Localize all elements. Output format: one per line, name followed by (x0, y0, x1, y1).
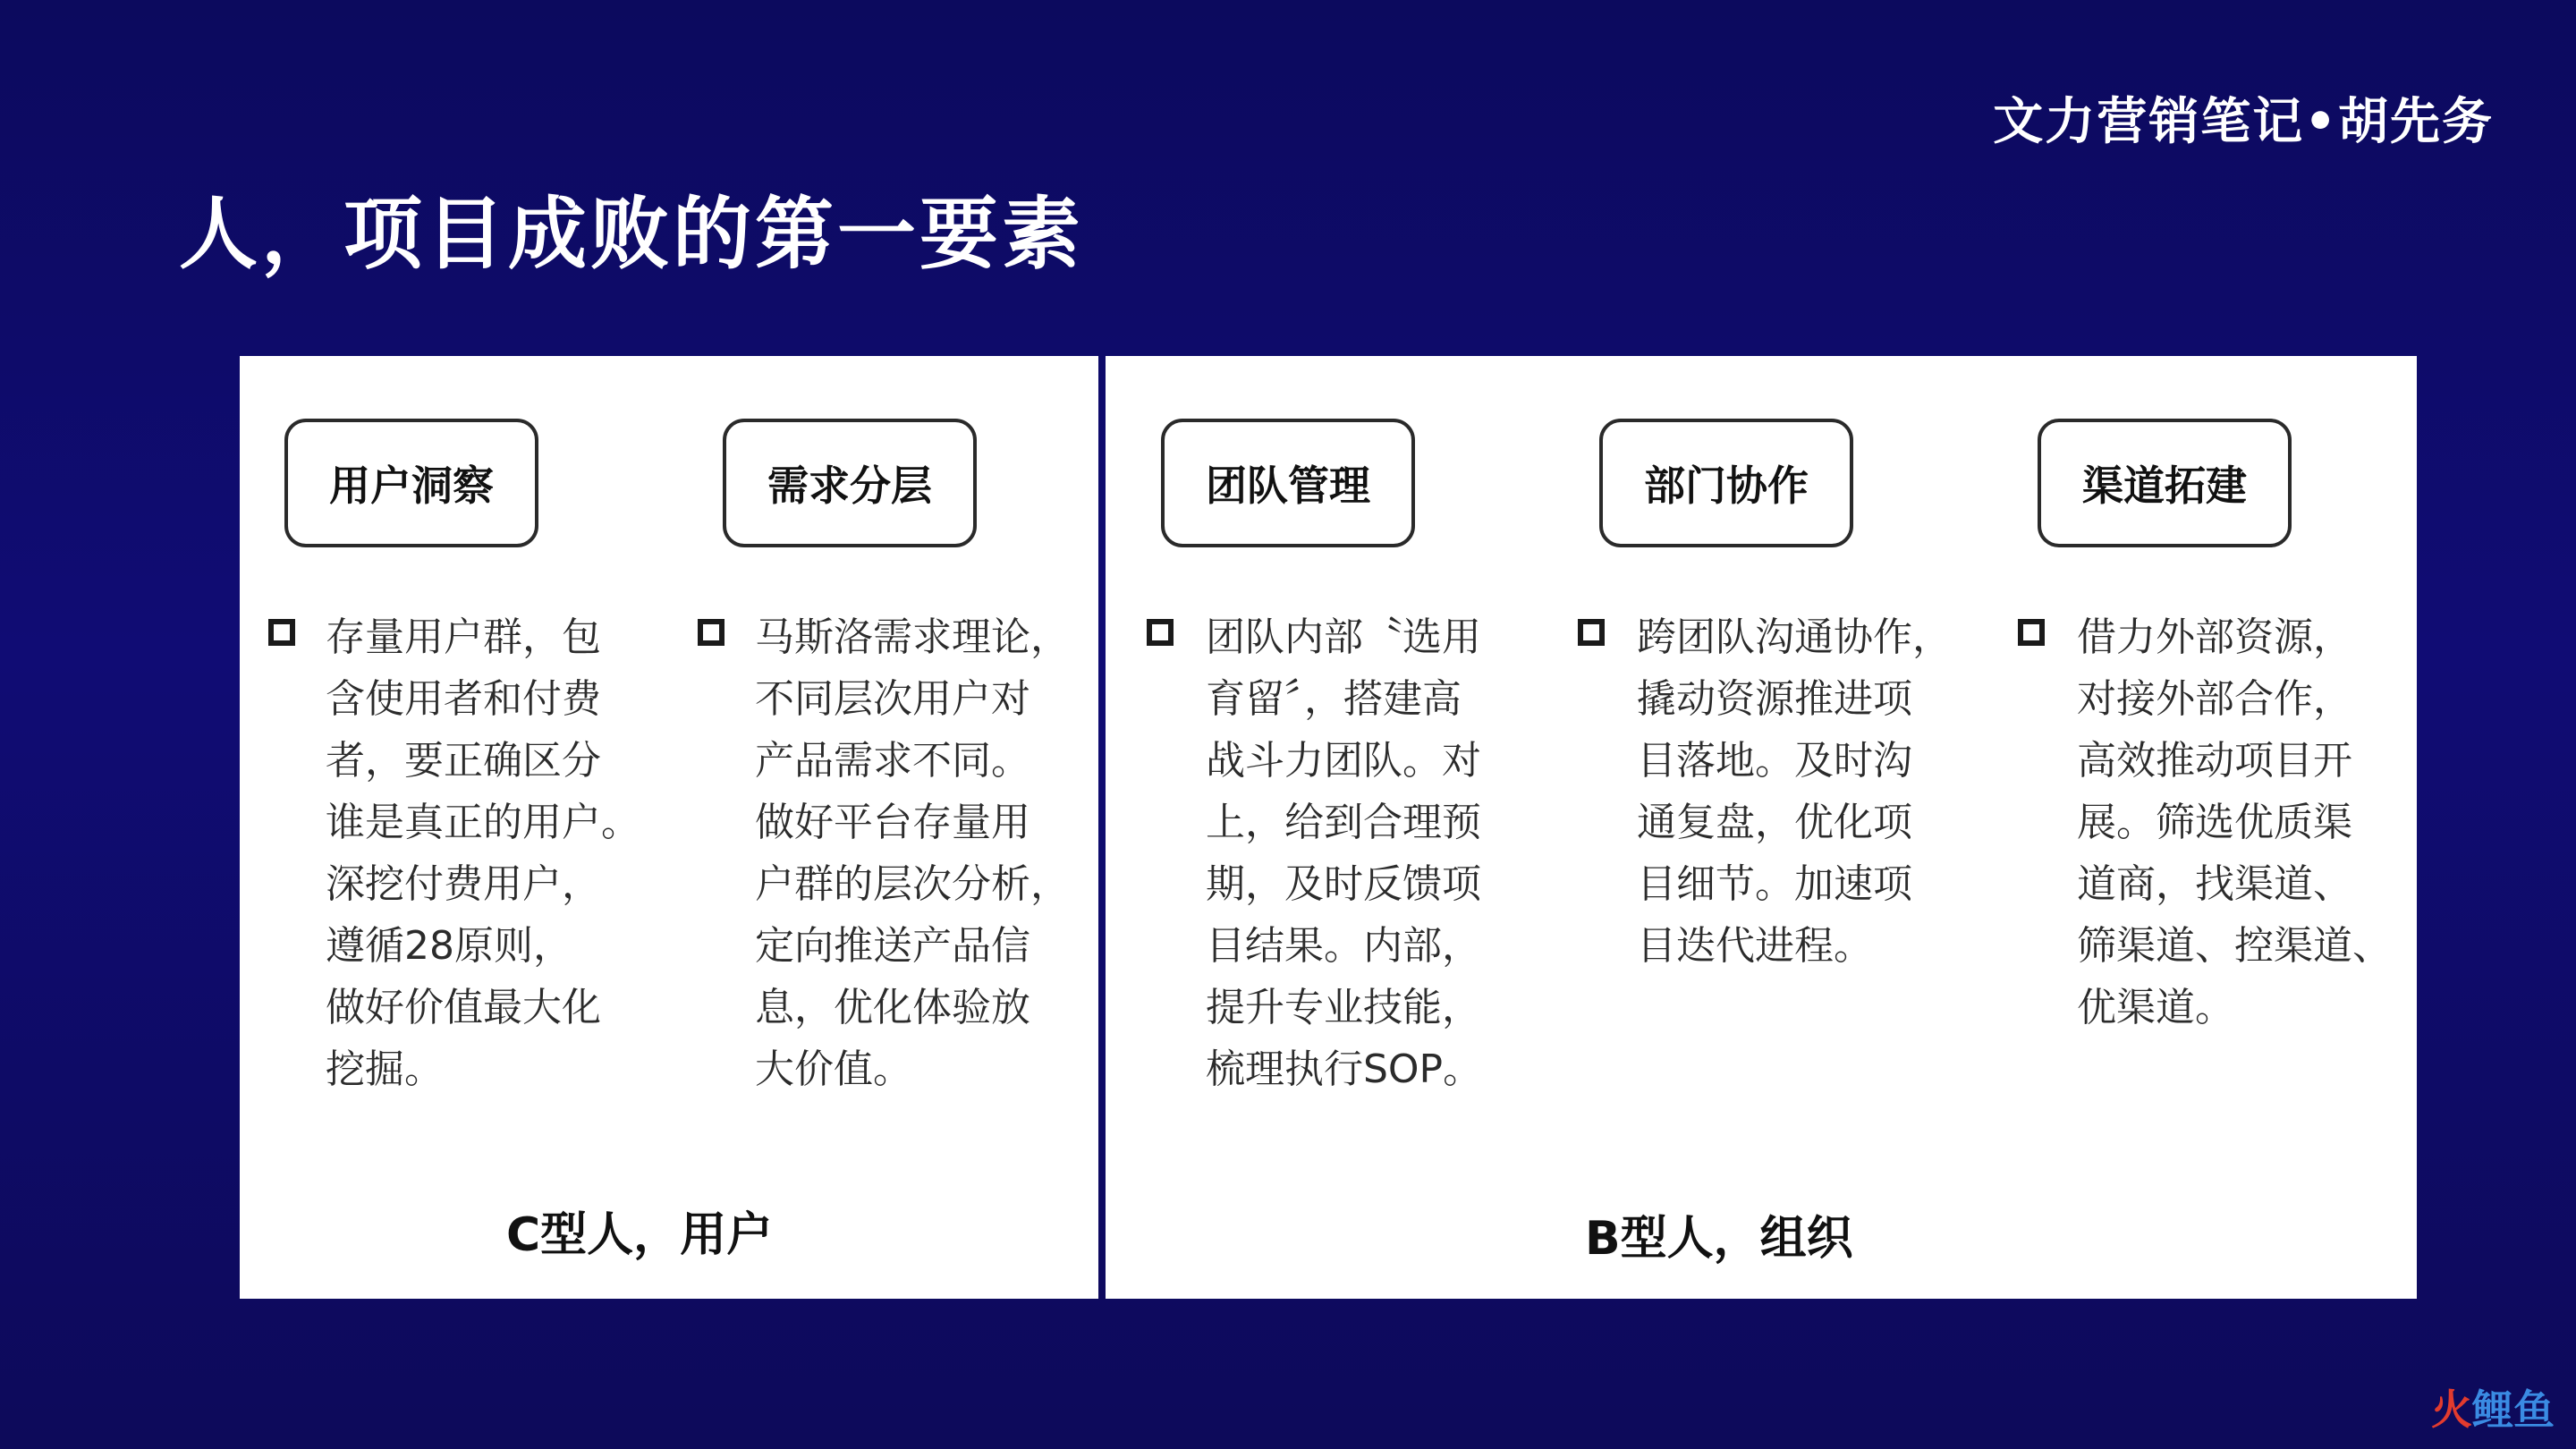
text-line: 定向推送产品信 (755, 923, 1030, 969)
card-channel-expansion: 渠道拓建 (2038, 419, 2292, 547)
checkbox-bullet (1147, 619, 1174, 646)
brand-name: 文力营销笔记•胡先务 (1993, 93, 2494, 151)
slide-title: 人，项目成败的第一要素 (179, 188, 1085, 280)
text-line: 遵循28原则， (326, 923, 572, 969)
checkbox-bullet (2018, 619, 2045, 646)
demand-layers-text (755, 606, 1070, 1100)
text-line: 上，给到合理预 (1206, 800, 1481, 845)
b-type-footer: B型人，组织 (1585, 1212, 1853, 1266)
text-line: 跨团队沟通协作， (1637, 614, 1952, 660)
text-line: 含使用者和付费 (326, 676, 601, 722)
text-line: 目结果。内部， (1206, 923, 1481, 969)
checkbox-bullet (1578, 619, 1605, 646)
text-line: 对接外部合作， (2077, 676, 2352, 722)
watermark-part: 火 (2431, 1385, 2472, 1434)
text-line: 育留〞，搭建高 (1206, 676, 1462, 722)
channel-expansion-text (2077, 606, 2392, 1038)
card-dept-collaboration: 部门协作 (1599, 419, 1853, 547)
text-line: 高效推动项目开 (2077, 738, 2352, 784)
text-line: 产品需求不同。 (755, 738, 1030, 784)
user-insight-text (326, 606, 640, 1100)
text-line: 目落地。及时沟 (1637, 738, 1912, 784)
text-line: 借力外部资源， (2077, 614, 2352, 660)
watermark-part: 鲤鱼 (2472, 1385, 2555, 1434)
text-line: 深挖付费用户， (326, 861, 601, 907)
watermark-logo (2431, 1377, 2555, 1436)
text-line: 谁是真正的用户。 (326, 800, 640, 845)
text-line: 撬动资源推进项 (1637, 676, 1912, 722)
checkbox-bullet (698, 619, 724, 646)
text-line: 目迭代进程。 (1637, 923, 1873, 969)
text-line: 筛渠道、控渠道、 (2077, 923, 2392, 969)
text-line: 大价值。 (755, 1046, 912, 1092)
text-line: 做好价值最大化 (326, 985, 601, 1030)
text-line: 户群的层次分析， (755, 861, 1070, 907)
text-line: 息，优化体验放 (755, 985, 1030, 1030)
team-management-text (1206, 606, 1482, 1100)
dept-collaboration-text (1637, 606, 1952, 977)
text-line: 期，及时反馈项 (1206, 861, 1481, 907)
text-line: 梳理执行SOP。 (1206, 1046, 1483, 1092)
text-line: 者，要正确区分 (326, 738, 601, 784)
text-line: 不同层次用户对 (755, 676, 1030, 722)
text-line: 提升专业技能， (1206, 985, 1481, 1030)
card-team-management: 团队管理 (1161, 419, 1415, 547)
text-line: 团队内部〝选用 (1206, 614, 1481, 660)
text-line: 展。筛选优质渠 (2077, 800, 2352, 845)
text-line: 通复盘，优化项 (1637, 800, 1912, 845)
text-line: 马斯洛需求理论， (755, 614, 1070, 660)
text-line: 目细节。加速项 (1637, 861, 1912, 907)
text-line: 优渠道。 (2077, 985, 2234, 1030)
text-line: 存量用户群，包 (326, 614, 601, 660)
text-line: 挖掘。 (326, 1046, 444, 1092)
text-line: 战斗力团队。对 (1206, 738, 1481, 784)
c-type-panel (240, 356, 1098, 1299)
text-line: 道商，找渠道、 (2077, 861, 2352, 907)
checkbox-bullet (268, 619, 295, 646)
b-type-panel (1106, 356, 2417, 1299)
card-user-insight: 用户洞察 (284, 419, 538, 547)
card-demand-layers: 需求分层 (723, 419, 977, 547)
c-type-footer: C型人，用户 (506, 1208, 774, 1262)
text-line: 做好平台存量用 (755, 800, 1030, 845)
